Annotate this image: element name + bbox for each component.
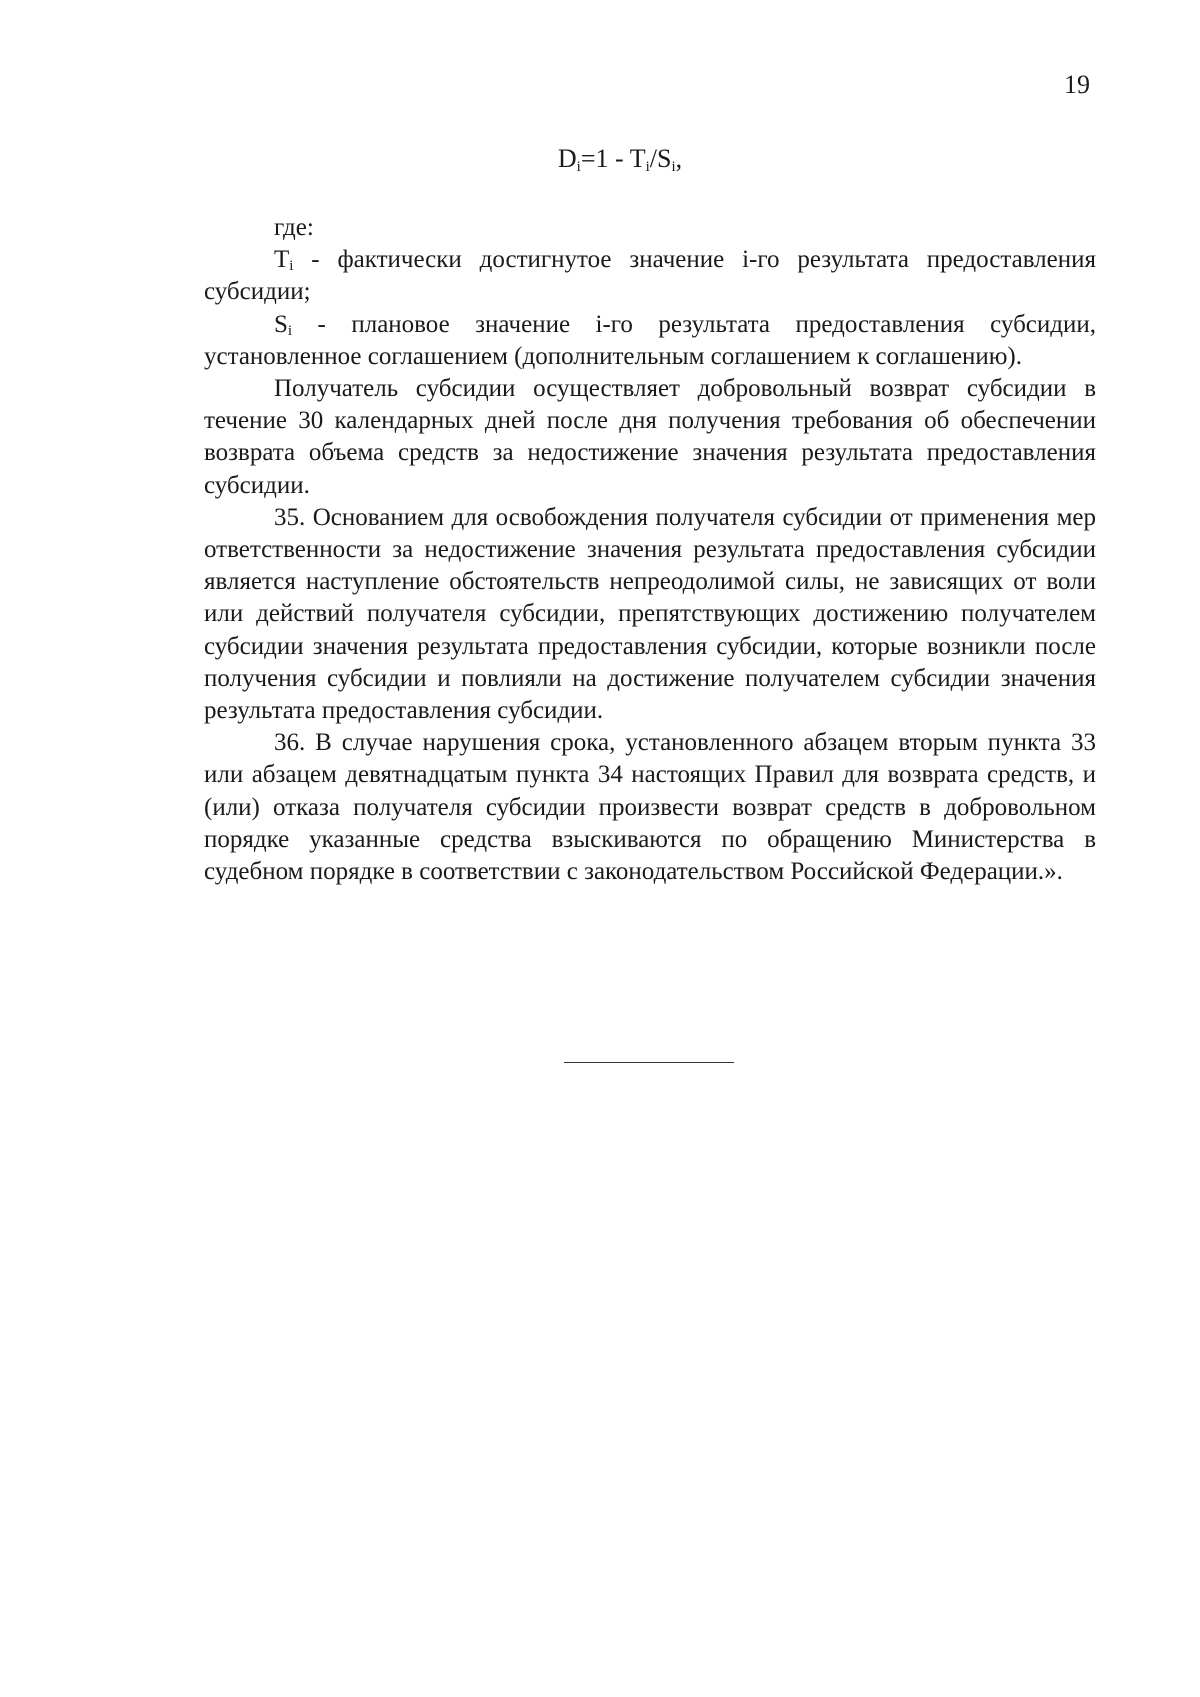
definition-t-subscript: i	[289, 258, 294, 275]
paragraph-item-36: 36. В случае нарушения срока, установленного абзацем вторым пункта 33 или абзацем девятнадцатым пункта 34 настоящих Правил для возврата средств, и (или) отказа получателя субсидии произвести возврат средств в добровольном порядке указанные средства взыскиваются по обращению Министерства в судебном порядке в соответствии с законодательством Российской Федерации.».	[204, 729, 1096, 886]
formula-part-2: /S	[649, 144, 672, 173]
paragraph-item-35: 35. Основанием для освобождения получателя субсидии от применения мер ответственности за недостижение значения результата предоставления субсидии является наступление обстоятельств непреодолимой силы, не зависящих от воли или действий получателя субсидии, препятствующих достижению получателем субсидии значения результата предоставления субсидии, которые возникли после получения субсидии и повлияли на достижение получателем субсидии значения результата предоставления субсидии.	[204, 503, 1096, 725]
definition-s-text: - плановое значение i-го результата предоставления субсидии, установленное соглашением (дополнительным соглашением к соглашению).	[204, 310, 1096, 370]
definition-t	[204, 244, 1096, 308]
definition-t-symbol: T	[274, 246, 290, 274]
end-divider-line	[564, 1062, 734, 1063]
paragraph-voluntary-refund: Получатель субсидии осуществляет добровольный возврат субсидии в течение 30 календарных дней после дня получения требования об обеспечении возврата объема средств за недостижение значения результата предоставления субсидии.	[204, 375, 1096, 499]
formula-part-1: =1 - T	[580, 144, 646, 173]
formula-t-subscript: i	[645, 159, 650, 175]
definition-s-symbol: S	[274, 310, 288, 338]
definition-t-text: - фактически достигнутое значение i-го результата предоставления субсидии;	[204, 246, 1096, 306]
body-text	[204, 212, 1096, 888]
where-label: где:	[274, 214, 314, 241]
page-number: 19	[1064, 70, 1090, 99]
formula-d: D	[557, 144, 577, 173]
formula-d-subscript: i	[576, 159, 581, 175]
definition-s	[204, 309, 1096, 373]
definition-s-subscript: i	[287, 322, 293, 339]
formula	[0, 146, 1200, 175]
formula-s-subscript: i	[671, 159, 676, 175]
formula-part-3: ,	[675, 144, 683, 173]
